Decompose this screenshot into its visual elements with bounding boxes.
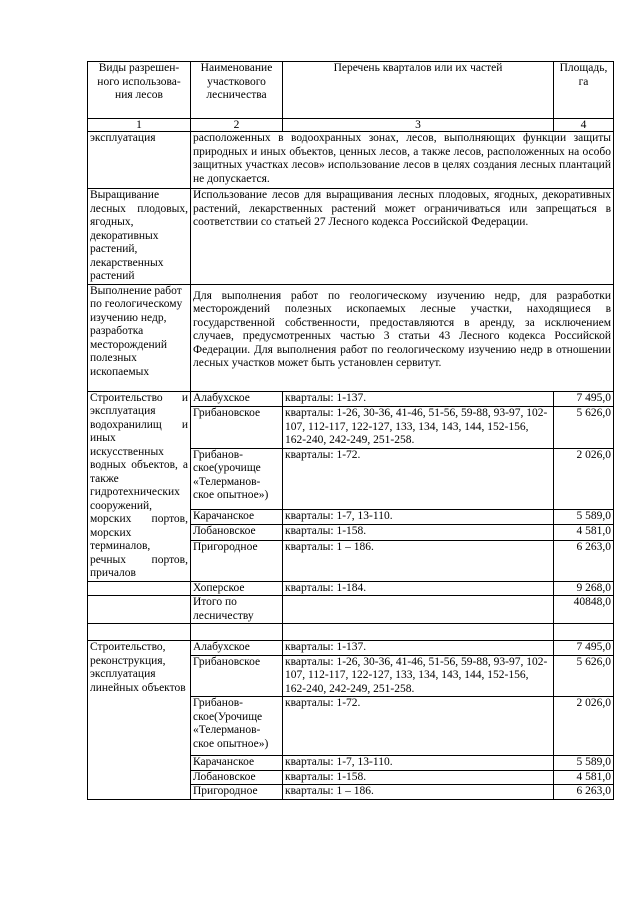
area-value: 9 268,0 <box>554 581 614 596</box>
district-name: Карачанское <box>191 756 283 771</box>
area-value: 6 263,0 <box>554 540 614 581</box>
area-value: 2 026,0 <box>554 448 614 509</box>
total-row <box>88 596 614 624</box>
district-name: Лобановское <box>191 525 283 541</box>
quarters-list: кварталы: 1-137. <box>283 391 554 407</box>
use-type-cell: Выполнение работ по геологическому изучению недр, разработка месторождений полезных ископаемых <box>88 284 191 391</box>
empty-cell <box>283 596 554 624</box>
quarters-list: кварталы: 1 – 186. <box>283 540 554 581</box>
area-value: 4 581,0 <box>554 770 614 785</box>
empty-cell <box>88 624 191 641</box>
area-value: 2 026,0 <box>554 697 614 756</box>
quarters-list: кварталы: 1-26, 30-36, 41-46, 51-56, 59-88, 93-97, 102-107, 112-117, 122-127, 133, 134, 143, 144, 152-156, 162-240, 242-249, 251-258. <box>283 407 554 449</box>
quarters-list: кварталы: 1-7, 13-110. <box>283 509 554 525</box>
header-quarters: Перечень кварталов или их частей <box>283 62 554 119</box>
empty-cell <box>88 596 191 624</box>
regulation-text: Для выполнения работ по геологическому изучению недр, для разработки месторождений полезных ископаемых лесные участки, находящиеся в государственной собственности, предоставляются в аренду, за исключением случаев, предусмотренных частью 3 статьи 43 Лесного кодекса Российской Федерации. Для выполнения работ по геологическому изучению недр в отношении лесных участков может быть установлен сервитут. <box>191 284 614 391</box>
table-row <box>88 581 614 596</box>
district-name: Алабухское <box>191 641 283 656</box>
district-name: Грибановское <box>191 655 283 697</box>
use-type-cell: Строительство и эксплуатация водохранилищ и иных искусственных водных объектов, а также гидротехнических сооружений, морских портов, морских терминалов, речных портов, причалов <box>88 391 191 581</box>
column-number: 2 <box>191 119 283 132</box>
area-value: 5 589,0 <box>554 509 614 525</box>
column-number-row <box>88 119 614 132</box>
use-type-cell: Строительство, реконструкция, эксплуатация линейных объектов <box>88 641 191 800</box>
regulation-text: расположенных в водоохранных зонах, лесов, выполняющих функции защиты природных и иных объектов, ценных лесов, а также лесов, расположенных на особо защитных участках лесов» использование лесов в целях создания лесных плантаций не допускается. <box>191 132 614 189</box>
quarters-list: кварталы: 1-158. <box>283 770 554 785</box>
header-area: Площадь, га <box>554 62 614 119</box>
district-name: Пригородное <box>191 540 283 581</box>
district-name: Грибановское <box>191 407 283 449</box>
area-value: 4 581,0 <box>554 525 614 541</box>
section-row <box>88 132 614 189</box>
quarters-list: кварталы: 1-158. <box>283 525 554 541</box>
district-name: Алабухское <box>191 391 283 407</box>
district-name: Грибанов-ское(Урочище «Телерманов-ское опытное») <box>191 697 283 756</box>
district-name: Грибанов-ское(урочище «Телерманов-ское опытное») <box>191 448 283 509</box>
table-row <box>88 391 614 407</box>
total-label: Итого по лесничеству <box>191 596 283 624</box>
district-name: Карачанское <box>191 509 283 525</box>
header-use-type: Виды разрешен-ного использова-ния лесов <box>88 62 191 119</box>
column-number: 3 <box>283 119 554 132</box>
use-type-cell: Выращивание лесных плодовых, ягодных, декоративных растений, лекарственных растений <box>88 189 191 285</box>
empty-cell <box>554 624 614 641</box>
header-district-name: Наименование участкового лесничества <box>191 62 283 119</box>
district-name: Хоперское <box>191 581 283 596</box>
spacer-row <box>88 624 614 641</box>
area-value: 5 626,0 <box>554 407 614 449</box>
quarters-list: кварталы: 1-26, 30-36, 41-46, 51-56, 59-88, 93-97, 102-107, 112-117, 122-127, 133, 134, 143, 144, 152-156, 162-240, 242-249, 251-258. <box>283 655 554 697</box>
district-name: Пригородное <box>191 785 283 800</box>
area-value: 5 589,0 <box>554 756 614 771</box>
quarters-list: кварталы: 1-72. <box>283 448 554 509</box>
area-value: 7 495,0 <box>554 391 614 407</box>
district-name: Лобановское <box>191 770 283 785</box>
quarters-list: кварталы: 1-184. <box>283 581 554 596</box>
use-type-cell: эксплуатация <box>88 132 191 189</box>
regulation-text: Использование лесов для выращивания лесных плодовых, ягодных, декоративных растений, лекарственных растений может ограничиваться или запрещаться в соответствии со статьей 27 Лесного кодекса Российской Федерации. <box>191 189 614 285</box>
quarters-list: кварталы: 1 – 186. <box>283 785 554 800</box>
empty-cell <box>191 624 283 641</box>
total-value: 40848,0 <box>554 596 614 624</box>
column-number: 4 <box>554 119 614 132</box>
forest-use-table <box>87 61 614 800</box>
empty-cell <box>88 581 191 596</box>
quarters-list: кварталы: 1-72. <box>283 697 554 756</box>
area-value: 6 263,0 <box>554 785 614 800</box>
quarters-list: кварталы: 1-137. <box>283 641 554 656</box>
section-row <box>88 284 614 391</box>
empty-cell <box>283 624 554 641</box>
area-value: 7 495,0 <box>554 641 614 656</box>
area-value: 5 626,0 <box>554 655 614 697</box>
table-row <box>88 641 614 656</box>
section-row <box>88 189 614 285</box>
column-number: 1 <box>88 119 191 132</box>
header-row <box>88 62 614 119</box>
quarters-list: кварталы: 1-7, 13-110. <box>283 756 554 771</box>
